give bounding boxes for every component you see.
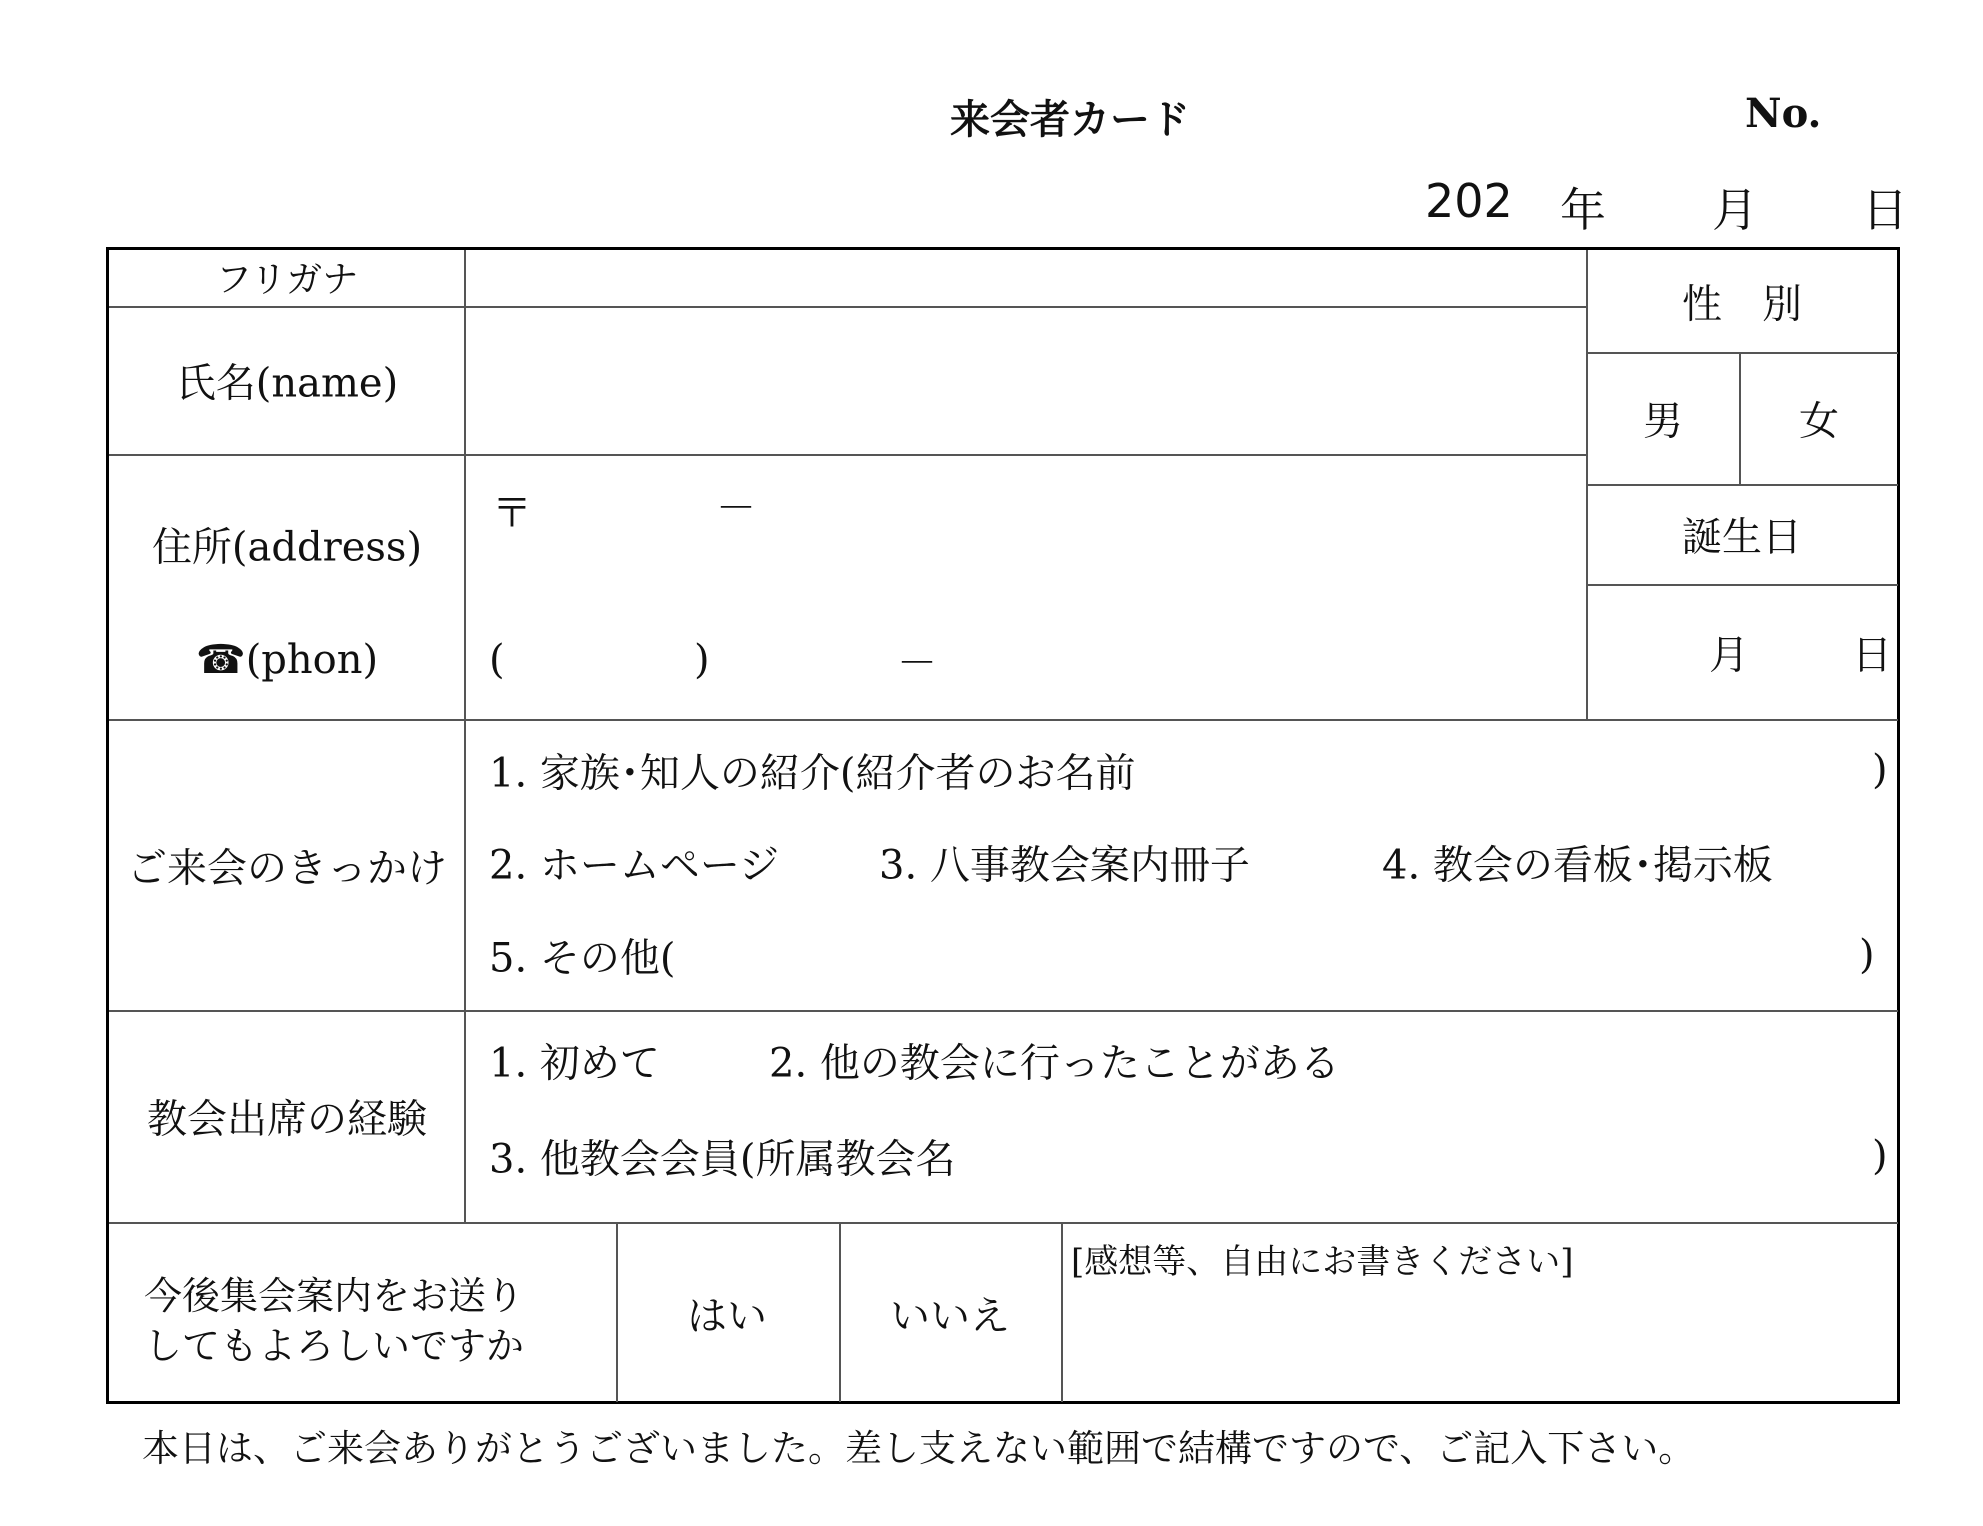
experience-option-1[interactable]: 1. 初めて [489,1040,660,1087]
mailing-no-option[interactable]: いいえ [890,1293,1010,1340]
address-row-divider [109,719,1898,721]
birthday-month-unit: 月 [1709,632,1749,679]
phone-open-paren: ( [489,637,505,683]
furigana-field[interactable] [466,250,1584,306]
birthday-day-unit: 日 [1852,632,1892,679]
reason-row-divider [109,1010,1898,1012]
reason-option-4[interactable]: 4. 教会の看板･掲示板 [1382,842,1773,889]
furigana-label: フリガナ [215,259,359,301]
mailing-divider-2 [839,1222,841,1402]
name-label: 氏名(name) [175,360,399,407]
postal-mark: 〒 [492,490,532,537]
name-field[interactable] [466,308,1584,453]
birthday-field[interactable] [1588,586,1896,718]
experience-label: 教会出席の経験 [147,1096,427,1143]
gender-bottom-divider [1586,484,1898,486]
footer-note: 本日は、ご来会ありがとうございました。差し支えない範囲で結構ですので、ご記入下さい。 [142,1427,1696,1470]
experience-option-3-close: ) [1872,1133,1888,1179]
experience-option-2[interactable]: 2. 他の教会に行ったことがある [769,1040,1340,1087]
experience-row-divider [109,1222,1898,1224]
date-month-unit: 月 [1712,183,1758,237]
date-year-prefix: 202 [1425,174,1513,228]
birthday-label: 誕生日 [1682,514,1802,561]
reason-option-1-close: ) [1872,747,1888,793]
reason-option-3[interactable]: 3. 八事教会案内冊子 [879,842,1250,889]
card-number-label: No. [1745,90,1822,137]
experience-option-3[interactable]: 3. 他教会会員(所属教会名 [489,1136,956,1183]
postal-code-dash: － [716,485,756,532]
reason-option-1[interactable]: 1. 家族･知人の紹介(紹介者のお名前 [489,750,1136,797]
visitor-form-table [106,247,1900,1404]
gender-label: 性 別 [1682,281,1802,328]
mailing-divider-1 [616,1222,618,1402]
phone-close-paren: ) [694,637,710,683]
reason-option-5[interactable]: 5. その他( [489,935,676,982]
mailing-question-line-2: してもよろしいですか [144,1324,525,1368]
comments-label: [感想等、自由にお書きください] [1071,1242,1574,1282]
comments-field[interactable] [1063,1280,1897,1400]
reason-label: ご来会のきっかけ [127,845,447,892]
gender-header-divider [1586,352,1898,354]
address-label: 住所(address) [151,524,423,571]
phone-icon: ☎ [195,637,246,683]
date-day-unit: 日 [1862,183,1908,237]
mailing-yes-option[interactable]: はい [687,1293,767,1340]
mailing-question-line-1: 今後集会案内をお送り [144,1274,525,1318]
address-field[interactable] [466,456,1584,718]
gender-split-divider [1739,352,1741,484]
reason-option-5-close: ) [1859,932,1875,978]
phone-label-group [196,637,378,683]
date-year-unit: 年 [1560,183,1606,237]
phone-label: (phon) [245,637,379,683]
reason-option-2[interactable]: 2. ホームページ [489,842,780,889]
card-title: 来会者カード [950,97,1190,143]
gender-male-option[interactable]: 男 [1643,398,1683,445]
gender-female-option[interactable]: 女 [1799,398,1839,445]
phone-dash: － [897,640,937,687]
